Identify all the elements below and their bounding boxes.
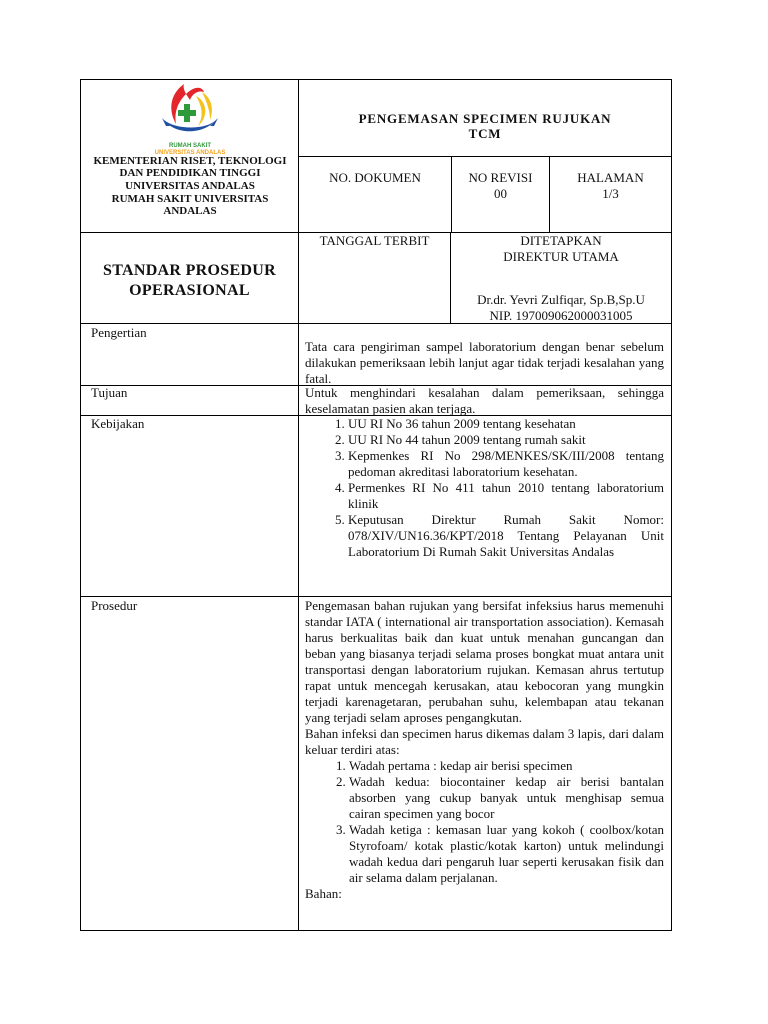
table-border-bottom [80, 930, 672, 931]
document-title [299, 111, 671, 141]
prosedur-label: Prosedur [91, 598, 138, 613]
sop-heading-line1: STANDAR PROSEDUR [103, 262, 276, 279]
pengertian-text: Tata cara pengiriman sampel laboratorium dengan benar sebelum dilakukan pemeriksaan lebih lanjut agar tidak terjadi kesalahan yang fatal. [305, 339, 664, 386]
list-item: 1. UU RI No 36 tahun 2009 tentang kesehatan [348, 416, 664, 432]
org-line: RUMAH SAKIT UNIVERSITAS [111, 193, 269, 205]
hospital-logo [150, 80, 230, 156]
prosedur-intro: Pengemasan bahan rujukan yang bersifat infeksius harus memenuhi standar IATA ( international air transportation association). Kemasah harus berkualitas baik dan kuat untuk menahan guncangan dan beban yang biasanya terjadi selama proses bongkat muat antara unit transportasi dengan laboratorium rujukan. Kemasan ahrus tertutup rapat untuk mencegah kerusakan, atau kebocoran yang mungkin terjadi karenagetaran, perubahan suhu, kelembapan atau tekanan yang terjadi selam aproses pengangkutan. [305, 598, 664, 725]
document-title-line1: PENGEMASAN SPECIMEN RUJUKAN [358, 111, 612, 126]
no-revisi-block [452, 170, 549, 202]
pengertian-label: Pengertian [91, 325, 147, 340]
org-line: DAN PENDIDIKAN TINGGI [119, 167, 261, 179]
list-item: 2. UU RI No 44 tahun 2009 tentang rumah sakit [348, 432, 664, 448]
logo-text-line1: RUMAH SAKIT [169, 143, 211, 149]
no-dokumen-label: NO. DOKUMEN [329, 170, 421, 185]
kebijakan-label: Kebijakan [91, 416, 145, 431]
document-title-line2: TCM [468, 126, 502, 141]
list-item: 4. Permenkes RI No 411 tahun 2010 tentang laboratorium klinik [348, 480, 664, 512]
table-border-right [671, 79, 672, 931]
sop-heading [81, 261, 298, 301]
prosedur-lapis-intro: Bahan infeksi dan specimen harus dikemas dalam 3 lapis, dari dalam keluar terdiri atas: [305, 726, 664, 757]
prosedur-body [305, 598, 664, 902]
prosedur-bahan-label: Bahan: [305, 886, 342, 901]
org-line: UNIVERSITAS ANDALAS [125, 180, 255, 192]
tujuan-label: Tujuan [91, 385, 128, 400]
logo-text-line2: UNIVERSITAS ANDALAS [154, 150, 226, 156]
table-border-left [80, 79, 81, 931]
halaman-value: 1/3 [602, 186, 619, 201]
org-line: ANDALAS [163, 205, 217, 217]
list-item: 1. Wadah pertama : kedap air berisi specimen [349, 758, 664, 774]
title-row-divider [298, 156, 672, 157]
signer-block [451, 292, 671, 324]
ditetapkan-block [451, 233, 671, 265]
list-item: 3. Wadah ketiga : kemasan luar yang kokoh ( coolbox/kotan Styrofoam/ kotak plastic/kotak karton) untuk melindungi wadah kedua dari pengaruh luar seperti kerusakan fisik dan air selama dalam perjalanan. [349, 822, 664, 886]
halaman-label: HALAMAN [577, 170, 644, 185]
org-line: KEMENTERIAN RISET, TEKNOLOGI [93, 155, 287, 167]
kebijakan-ordered-list [300, 416, 664, 560]
organization-block [84, 155, 296, 217]
tanggal-terbit-label: TANGGAL TERBIT [319, 233, 430, 248]
ditetapkan-line2: DIREKTUR UTAMA [503, 249, 619, 264]
list-item: 5. Keputusan Direktur Rumah Sakit Nomor: 078/XIV/UN16.36/KPT/2018 Tentang Pelayanan Unit Laboratorium Di Rumah Sakit Universitas Andalas [348, 512, 664, 560]
signer-name: Dr.dr. Yevri Zulfiqar, Sp.B,Sp.U [477, 292, 645, 307]
kebijakan-list [300, 416, 664, 560]
rs-unand-logo-icon [150, 80, 230, 140]
list-item: 3. Kepmenkes RI No 298/MENKES/SK/III/2008 tentang pedoman akreditasi laboratorium kesehatan. [348, 448, 664, 480]
list-item: 2. Wadah kedua: biocontainer kedap air berisi bantalan absorben yang cukup banyak untuk menghisap semua cairan specimen yang bocor [349, 774, 664, 822]
sop-heading-line2: OPERASIONAL [129, 282, 250, 299]
ditetapkan-line1: DITETAPKAN [520, 233, 602, 248]
tujuan-text: Untuk menghindari kesalahan dalam pemeriksaan, sehingga keselamatan pasien akan terjaga. [305, 385, 664, 416]
kebijakan-row-divider [80, 596, 672, 597]
no-revisi-label: NO REVISI [468, 170, 533, 185]
halaman-block [550, 170, 671, 202]
column-divider [298, 79, 299, 931]
no-revisi-value: 00 [494, 186, 507, 201]
signer-nip: NIP. 197009062000031005 [489, 308, 633, 323]
prosedur-ordered-list [305, 758, 664, 886]
